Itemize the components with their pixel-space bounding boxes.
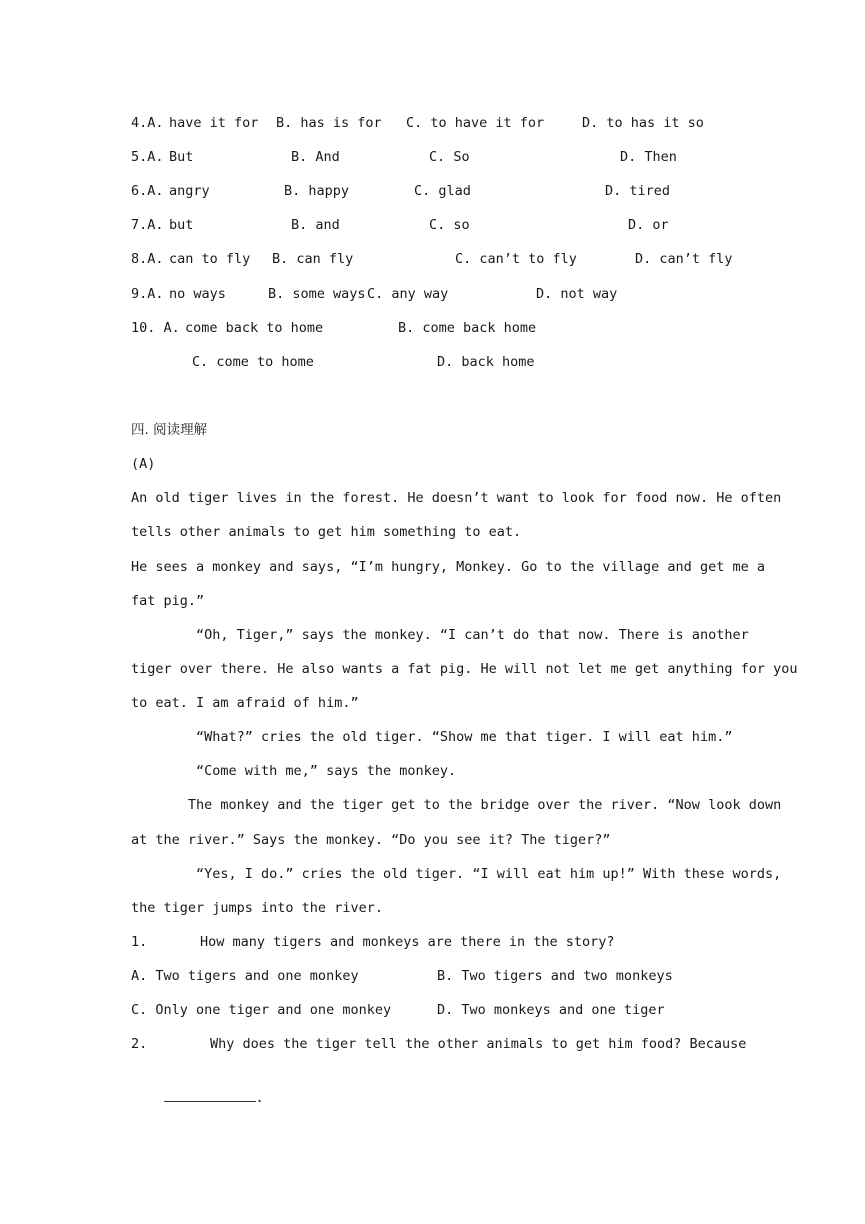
q5-number: 5.A.: [131, 149, 164, 165]
q6-option-d: D. tired: [605, 183, 671, 199]
q8-number: 8.A.: [131, 251, 164, 267]
rq1-option-d: D. Two monkeys and one tiger: [437, 1002, 665, 1018]
section-title: 四. 阅读理解: [131, 422, 208, 438]
q4-option-d: D. to has it so: [582, 115, 704, 131]
passage-line: “What?” cries the old tiger. “Show me that tiger. I will eat him.”: [131, 729, 733, 745]
q8-option-b: B. can fly: [272, 251, 354, 267]
q9-number: 9.A.: [131, 286, 164, 302]
passage-line: “Yes, I do.” cries the old tiger. “I will eat him up!” With these words,: [131, 866, 782, 882]
q4-option-a: have it for: [169, 115, 259, 131]
rq1-number: 1.: [131, 934, 148, 950]
passage-line: An old tiger lives in the forest. He doesn’t want to look for food now. He often: [131, 490, 782, 506]
passage-line: at the river.” Says the monkey. “Do you see it? The tiger?”: [131, 832, 611, 848]
rq2-end: .: [255, 1090, 264, 1106]
q4-option-b: B. has is for: [276, 115, 382, 131]
passage-line: “Come with me,” says the monkey.: [131, 763, 457, 779]
passage-line: fat pig.”: [131, 593, 205, 609]
q9-option-c: C. any way: [367, 286, 449, 302]
q5-option-d: D. Then: [620, 149, 677, 165]
rq1-option-b: B. Two tigers and two monkeys: [437, 968, 673, 984]
q7-number: 7.A.: [131, 217, 164, 233]
q4-number: 4.A.: [131, 115, 164, 131]
rq2-answer-line: [131, 1069, 264, 1125]
q4-option-c: C. to have it for: [406, 115, 545, 131]
q9-option-b: B. some ways: [268, 286, 366, 302]
q7-option-d: D. or: [628, 217, 669, 233]
passage-line: tells other animals to get him something to eat.: [131, 524, 522, 540]
passage-line: He sees a monkey and says, “I’m hungry, Monkey. Go to the village and get me a: [131, 559, 765, 575]
rq2-text: Why does the tiger tell the other animals to get him food? Because: [210, 1036, 747, 1052]
passage-line: “Oh, Tiger,” says the monkey. “I can’t do that now. There is another: [131, 627, 749, 643]
q10-option-d: D. back home: [437, 354, 535, 370]
rq1-option-c: C. Only one tiger and one monkey: [131, 1002, 392, 1018]
passage-line: The monkey and the tiger get to the bridge over the river. “Now look down: [131, 797, 782, 813]
passage-line: the tiger jumps into the river.: [131, 900, 383, 916]
q7-option-c: C. so: [429, 217, 470, 233]
q9-option-a: no ways: [169, 286, 226, 302]
rq1-text: How many tigers and monkeys are there in the story?: [200, 934, 615, 950]
q6-option-b: B. happy: [284, 183, 350, 199]
answer-blank: [164, 1087, 256, 1102]
q6-option-a: angry: [169, 183, 210, 199]
q8-option-c: C. can’t to fly: [455, 251, 577, 267]
q5-option-b: B. And: [291, 149, 340, 165]
passage-line: to eat. I am afraid of him.”: [131, 695, 359, 711]
q10-option-a: come back to home: [185, 320, 324, 336]
rq2-number: 2.: [131, 1036, 148, 1052]
q6-number: 6.A.: [131, 183, 164, 199]
q8-option-a: can to fly: [169, 251, 251, 267]
q10-number: 10. A.: [131, 320, 180, 336]
q10-option-b: B. come back home: [398, 320, 537, 336]
rq1-option-a: A. Two tigers and one monkey: [131, 968, 359, 984]
q7-option-b: B. and: [291, 217, 340, 233]
q5-option-a: But: [169, 149, 194, 165]
q9-option-d: D. not way: [536, 286, 618, 302]
q5-option-c: C. So: [429, 149, 470, 165]
q7-option-a: but: [169, 217, 194, 233]
passage-line: tiger over there. He also wants a fat pig. He will not let me get anything for you: [131, 661, 798, 677]
q8-option-d: D. can’t fly: [635, 251, 733, 267]
q6-option-c: C. glad: [414, 183, 471, 199]
passage-label: (A): [131, 456, 156, 472]
q10-option-c: C. come to home: [192, 354, 314, 370]
